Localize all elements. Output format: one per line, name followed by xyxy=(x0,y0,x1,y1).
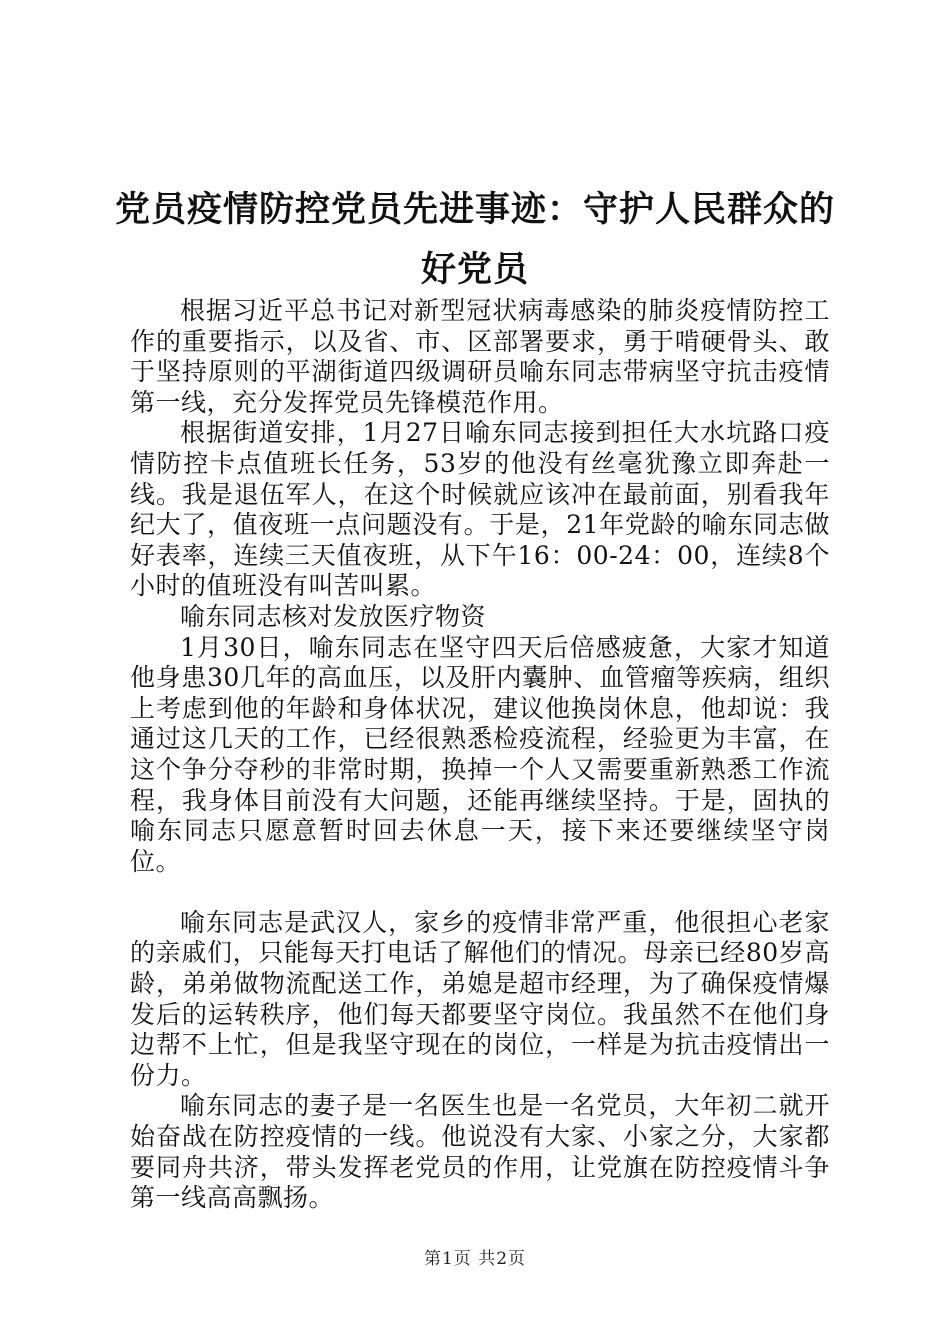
document-title-line-2: 好党员 xyxy=(420,249,529,290)
document-body xyxy=(130,296,830,1214)
photo-caption: 喻东同志核对发放医疗物资 xyxy=(180,601,487,631)
paragraph-intro: 根据习近平总书记对新型冠状病毒感染的肺炎疫情防控工作的重要指示，以及省、市、区部署要求，勇于啃硬骨头、敢于坚持原则的平湖街道四级调研员喻东同志带病坚守抗击疫情第一线，充分发挥党员先锋模范作用。 xyxy=(130,296,830,417)
document-title-line-1: 党员疫情防控党员先进事迹：守护人民群众的 xyxy=(114,189,835,230)
paragraph-night-shift: 根据街道安排，1月27日喻东同志接到担任大水坑路口疫情防控卡点值班长任务，53岁的他没有丝毫犹豫立即奔赴一线。我是退伍军人，在这个时候就应该冲在最前面，别看我年纪大了，值夜班一点问题没有。于是，21年党龄的喻东同志做好表率，连续三天值夜班，从下午16：00-24：00，连续8个小时的值班没有叫苦叫累。 xyxy=(130,418,830,601)
paragraph-hometown: 喻东同志是武汉人，家乡的疫情非常严重，他很担心老家的亲戚们，只能每天打电话了解他们的情况。母亲已经80岁高龄，弟弟做物流配送工作，弟媳是超市经理，为了确保疫情爆发后的运转秩序，他们每天都要坚守岗位。我虽然不在他们身边帮不上忙，但是我坚守现在的岗位，一样是为抗击疫情出一份力。 xyxy=(130,907,830,1090)
paragraph-illness: 1月30日，喻东同志在坚守四天后倍感疲惫，大家才知道他身患30几年的高血压，以及肝内囊肿、血管瘤等疾病，组织上考虑到他的年龄和身体状况，建议他换岗休息，他却说：我通过这几天的工作，已经很熟悉检疫流程，经验更为丰富，在这个争分夺秒的非常时期，换掉一个人又需要重新熟悉工作流程，我身体目前没有大问题，还能再继续坚持。于是，固执的喻东同志只愿意暂时回去休息一天，接下来还要继续坚守岗位。 xyxy=(130,632,830,876)
page-number-footer: 第1页 共2页 xyxy=(423,1249,527,1269)
paragraph-wife: 喻东同志的妻子是一名医生也是一名党员，大年初二就开始奋战在防控疫情的一线。他说没有大家、小家之分，大家都要同舟共济，带头发挥老党员的作用，让党旗在防控疫情斗争第一线高高飘扬。 xyxy=(130,1091,830,1213)
